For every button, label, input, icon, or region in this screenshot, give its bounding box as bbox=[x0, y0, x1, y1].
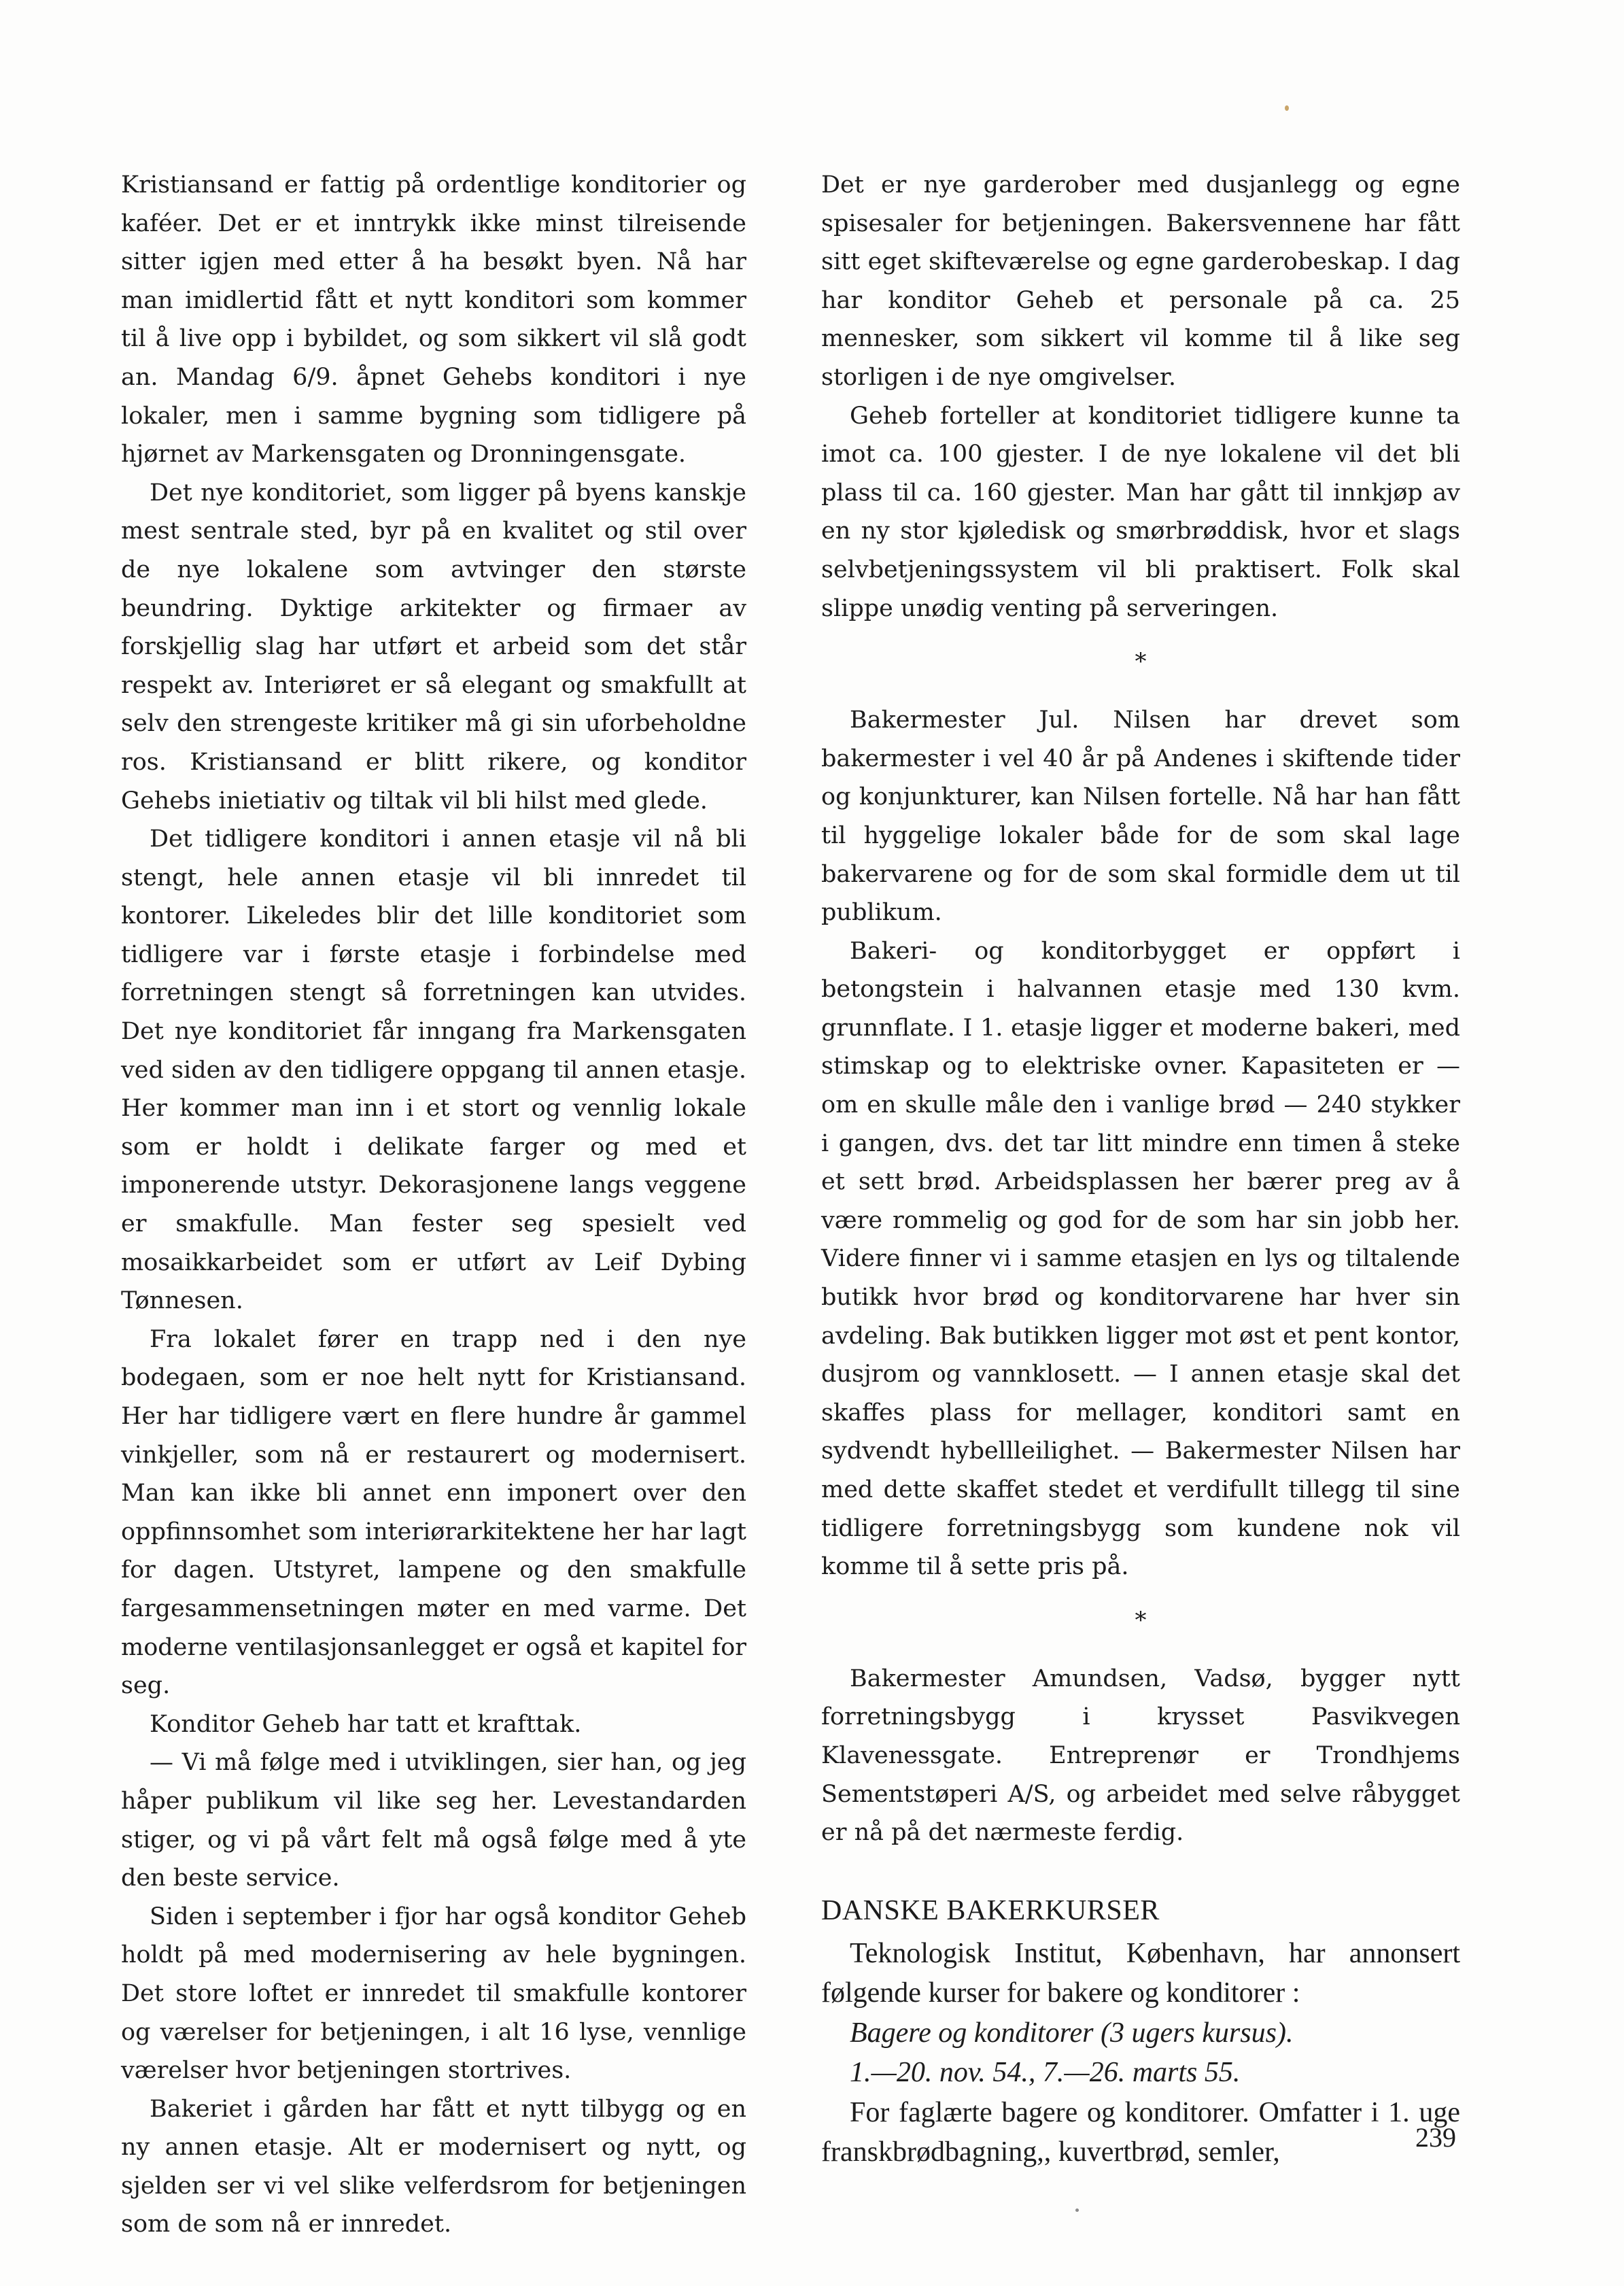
paragraph-krafttak: Konditor Geheb har tatt et krafttak. bbox=[150, 1710, 582, 1738]
paragraph-kurs-text: For faglærte bagere og konditorer. Omfatter i 1. uge franskbrødbagning,, kuvertbrød, semler, bbox=[821, 2096, 1460, 2168]
paragraph-old-konditori: Det tidligere konditori i annen etasje vil nå bli stengt, hele annen etasje vil bli innredet til kontorer. Likeledes blir det lille konditoriet som tidligere var i første etasje i forbindelse med forretningen stengt så forretningen kan utvides. Det nye konditoriet får inngang fra Markensgaten ved siden av den tidligere oppgang til annen etasje. Her kommer man inn i et stort og vennlig lokale som er holdt i delikate farger og med et imponerende utstyr. Dekorasjonene langs veggene er smakfulle. Man fester seg spesielt ved mosaikkarbeidet som er utført av Leif Dybing Tønnesen. bbox=[121, 825, 746, 1315]
kurs-title: Bagere og konditorer (3 ugers kursus). bbox=[850, 2017, 1294, 2049]
page-number: 239 bbox=[1415, 2122, 1456, 2153]
section-separator: * bbox=[1135, 1606, 1147, 1634]
paragraph-modernisering: Siden i september i fjor har også konditor Geheb holdt på med modernisering av hele bygningen. Det store loftet er innredet til smakfulle kontorer og værelser for betjeningen, i alt 16 lyse, vennlige værelser hvor betjeningen stortrives. bbox=[121, 1903, 746, 2085]
paragraph-quote: — Vi må følge med i utviklingen, sier han, og jeg håper publikum vil like seg her. Levestandarden stiger, og vi på vårt felt må også følge med å yte den beste service. bbox=[121, 1749, 746, 1892]
paragraph-bodega: Fra lokalet fører en trapp ned i den nye bodegaen, som er noe helt nytt for Kristiansand. Her har tidligere vært en flere hundre år gammel vinkjeller, som nå er restaurert og modernisert. Man kan ikke bli annet enn imponert over den oppfinnsomhet som interiørarkitektene her har lagt for dagen. Utstyret, lampene og den smakfulle fargesammensetningen møter en med varme. Det moderne ventilasjonsanlegget er også et kapitel for seg. bbox=[121, 1325, 746, 1700]
paragraph-bakeriet: Bakeriet i gården har fått et nytt tilbygg og en ny annen etasje. Alt er modernisert og nytt, og sjelden ser vi vel slike velferdsrom for betjeningen som de som nå er innredet. bbox=[121, 2095, 746, 2238]
paragraph-kurs-intro: Teknologisk Institut, København, har annonsert følgende kurser for bakere og konditorer : bbox=[821, 1937, 1460, 2009]
left-column bbox=[121, 166, 746, 2244]
paragraph-amundsen: Bakermester Amundsen, Vadsø, bygger nytt forretningsbygg i krysset Pasvikvegen Klavenessgate. Entreprenør er Trondhjems Sementstøperi A/S, og arbeidet med selve råbygget er nå på det nærmeste ferdig. bbox=[821, 1665, 1460, 1847]
paragraph-garderober: Det er nye garderober med dusjanlegg og egne spisesaler for betjeningen. Bakersvennene har fått sitt eget skifteværelse og egne garderobeskap. I dag har konditor Geheb et personale på ca. 25 mennesker, som sikkert vil komme til å like seg storligen i de nye omgivelser. bbox=[821, 171, 1460, 391]
print-speck bbox=[1285, 105, 1289, 111]
paragraph-kristiansand-intro: Kristiansand er fattig på ordentlige konditorier og kaféer. Det er et inntrykk ikke minst tilreisende sitter igjen med etter å ha besøkt byen. Nå har man imidlertid fått et nytt konditori som kommer til å live opp i bybildet, og som sikkert vil slå godt an. Mandag 6/9. åpnet Gehebs konditori i nye lokaler, men i samme bygning som tidligere på hjørnet av Markensgaten og Dronningensgate. bbox=[121, 171, 746, 468]
right-column bbox=[821, 166, 1460, 2172]
paragraph-nilsen: Bakermester Jul. Nilsen har drevet som bakermester i vel 40 år på Andenes i skiftende tider og konjunkturer, kan Nilsen fortelle. Nå har han fått til hyggelige lokaler både for de som skal lage bakervarene og for de som skal formidle dem ut til publikum. bbox=[821, 706, 1460, 927]
paragraph-new-konditori: Det nye konditoriet, som ligger på byens kanskje mest sentrale sted, byr på en kvalitet og stil over de nye lokalene som avtvinger den største beundring. Dyktige arkitekter og firmaer av forskjellig slag har utført et arbeid som det står respekt av. Interiøret er så elegant og smakfullt at selv den strengeste kritiker må gi sin uforbeholdne ros. Kristiansand er blitt rikere, og konditor Gehebs inietiativ og tiltak vil bli hilst med glede. bbox=[121, 479, 746, 815]
kurs-dates: 1.—20. nov. 54., 7.—26. marts 55. bbox=[850, 2057, 1241, 2089]
paragraph-gjester: Geheb forteller at konditoriet tidligere kunne ta imot ca. 100 gjester. I de nye lokalene vil det bli plass til ca. 160 gjester. Man har gått til innkjøp av en ny stor kjøledisk og smørbrøddisk, hvor et slags selvbetjeningssystem vil bli praktisert. Folk skal slippe unødig venting på serveringen. bbox=[821, 402, 1460, 622]
section-heading: DANSKE BAKERKURSER bbox=[821, 1894, 1160, 1926]
section-separator: * bbox=[1135, 648, 1147, 676]
paragraph-bakeribygget: Bakeri- og konditorbygget er oppført i betongstein i halvannen etasje med 130 kvm. grunnflate. I 1. etasje ligger et moderne bakeri, med stimskap og to elektriske ovner. Kapasiteten er — om en skulle måle den i vanlige brød — 240 stykker i gangen, dvs. det tar litt mindre enn timen å steke et sett brød. Arbeidsplassen her bærer preg av å være rommelig og god for de som har sin jobb her. Videre finner vi i samme etasjen en lys og tiltalende butikk hvor brød og konditorvarene har hver sin avdeling. Bak butikken ligger mot øst et pent kontor, dusjrom og vannklosett. — I annen etasje skal det skaffes plass for mellager, konditori samt en sydvendt hybellleilighet. — Bakermester Nilsen har med dette skaffet stedet et verdifullt tillegg til sine tidligere forretningsbygg som kundene nok vil komme til å sette pris på. bbox=[821, 937, 1460, 1581]
print-speck bbox=[1075, 2208, 1079, 2212]
